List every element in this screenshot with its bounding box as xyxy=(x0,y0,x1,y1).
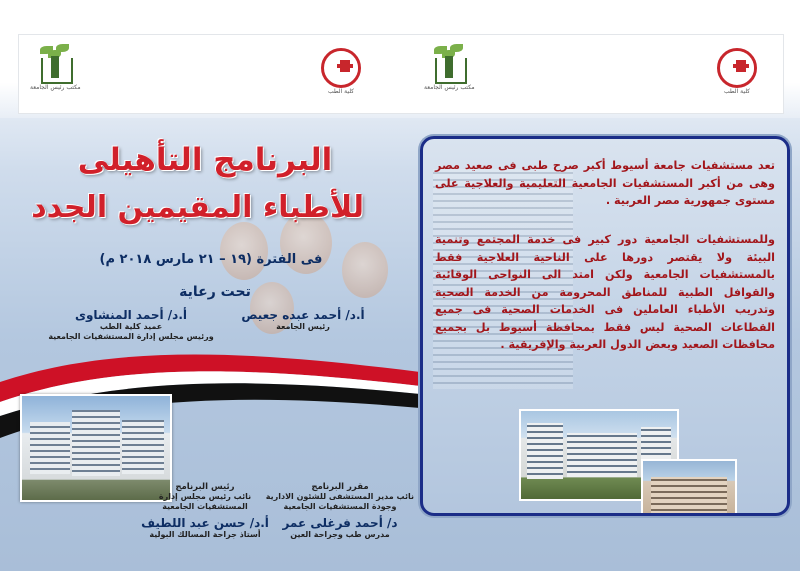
medicine-logo-caption: كلية الطب xyxy=(723,88,751,95)
university-logo-caption: مكتب رئيس الجامعة xyxy=(424,84,475,91)
medicine-faculty-logo-left xyxy=(316,48,366,95)
crescent-cross-icon xyxy=(717,48,757,88)
program-head-role-line: نائب رئيس مجلس إدارة xyxy=(158,492,252,501)
about-paragraph-2: وللمستشفيات الجامعية دور كبير فى خدمة المجتمع وتنمية البيئة ولا يقتصر دورها على الناحية العلاجية فقط بالمستشفيات الجامعية ولكن امتد الى النواحى الوقائية والقوافل الطبية للمناطق المحرومة من الخدمة الصحية وتدريب الأطباء العاملين فى الخدمات الصحية فى جميع القطاعات الصحية ليس فقط بمحافظة أسيوط بل بجميع محافظات الصعيد وبعض الدول العربية والإفريقية . xyxy=(435,233,775,351)
program-title-line1: البرنامج التأهيلى xyxy=(77,142,333,178)
program-head-name: أ.د/ حسن عبد اللطيف xyxy=(141,516,269,530)
university-logo-caption: مكتب رئيس الجامعة xyxy=(30,84,81,91)
university-logo-left xyxy=(30,44,80,91)
program-rapporteur-name: د/ أحمد فرغلى عمر xyxy=(282,516,398,530)
patron-dean xyxy=(36,308,226,342)
patron-role-line: عميد كلية الطب xyxy=(99,322,163,331)
patron-role-line: ورئيس مجلس إدارة المستشفيات الجامعية xyxy=(48,332,214,341)
hospital-photo-2 xyxy=(641,459,737,516)
header-frame xyxy=(18,34,784,114)
program-title-line2: للأطباء المقيمين الجدد xyxy=(31,190,364,225)
program-rapporteur-role-line: وجودة المستشفيات الجامعية xyxy=(283,502,397,511)
university-emblem-icon xyxy=(430,44,468,84)
about-paragraph-1: تعد مستشفيات جامعة أسيوط أكبر صرح طبى فى صعيد مصر وهى من أكبر المستشفيات الجامعية التعليمية والعلاجية على مستوى جمهورية مصر العربية . xyxy=(435,159,775,207)
program-head-title: رئيس البرنامج xyxy=(175,482,235,492)
program-rapporteur-subtitle: مدرس طب وجراحة العين xyxy=(290,530,390,539)
about-hospitals-box xyxy=(420,136,790,516)
program-rapporteur-role-line: نائب مدير المستشفى للشئون الادارية xyxy=(265,492,414,501)
crescent-cross-icon xyxy=(321,48,361,88)
patron-name: أ.د/ أحمد المنشاوى xyxy=(74,308,188,322)
patron-role: رئيس الجامعة xyxy=(276,322,330,331)
program-period: فى الفترة (١٩ – ٢١ مارس ٢٠١٨ م) xyxy=(99,252,323,267)
patron-president xyxy=(238,308,368,332)
patronage-heading: تحت رعاية xyxy=(179,284,251,300)
program-rapporteur-title: مقرر البرنامج xyxy=(311,482,369,492)
program-head-subtitle: أستاذ جراحة المسالك البولية xyxy=(149,530,261,539)
program-head xyxy=(140,482,270,540)
medicine-faculty-logo-right xyxy=(712,48,762,95)
program-rapporteur xyxy=(266,482,414,540)
university-emblem-icon xyxy=(36,44,74,84)
medicine-logo-caption: كلية الطب xyxy=(327,88,355,95)
university-logo-right xyxy=(424,44,474,91)
patron-name: أ.د/ أحمد عبده جعيص xyxy=(241,308,365,322)
program-head-role-line: المستشفيات الجامعية xyxy=(162,502,248,511)
